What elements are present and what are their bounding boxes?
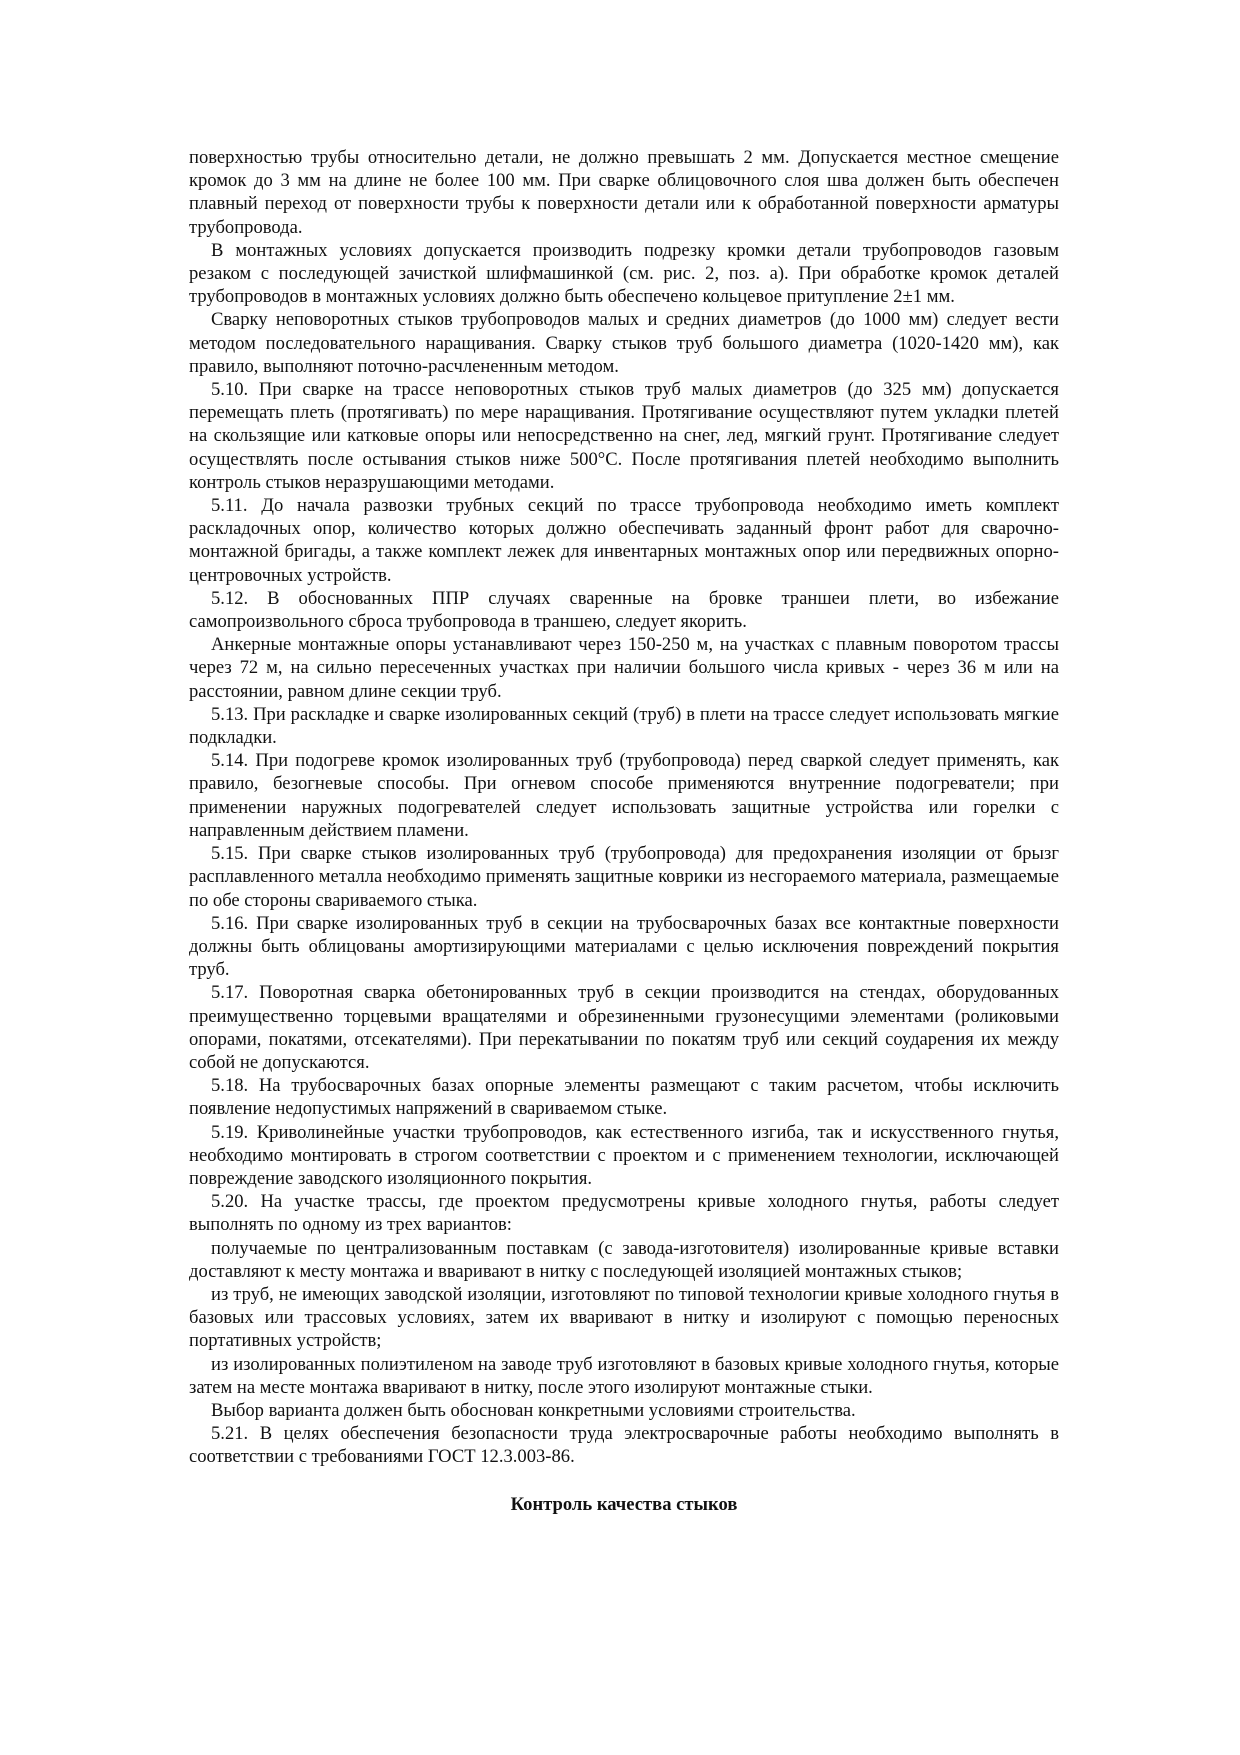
paragraph-5-21: 5.21. В целях обеспечения безопасности труда электросварочные работы необходимо выполнять в соответствии с требованиями ГОСТ 12.3.003-86.: [189, 1423, 1059, 1468]
paragraph-5-13: 5.13. При раскладке и сварке изолированных секций (труб) в плети на трассе следует использовать мягкие подкладки.: [189, 703, 1059, 749]
paragraph-continuation: поверхностью трубы относительно детали, не должно превышать 2 мм. Допускается местное смещение кромок до 3 мм на длине не более 100 мм. При сварке облицовочного слоя шва должен быть обеспечен плавный переход от поверхности трубы к поверхности детали или к обработанной поверхности арматуры трубопровода.: [189, 147, 1059, 238]
paragraph-5-14: 5.14. При подогреве кромок изолированных труб (трубопровода) перед сваркой следует применять, как правило, безогневые способы. При огневом способе применяются внутренние подогреватели; при применении наружных подогревателей следует использовать защитные устройства или горелки с направленным действием пламени.: [189, 750, 1059, 841]
paragraph-5-15: 5.15. При сварке стыков изолированных труб (трубопровода) для предохранения изоляции от брызг расплавленного металла необходимо применять защитные коврики из несгораемого материала, размещаемые по обе стороны свариваемого стыка.: [189, 843, 1059, 911]
paragraph-5-10: 5.10. При сварке на трассе неповоротных стыков труб малых диаметров (до 325 мм) допускается перемещать плеть (протягивать) по мере наращивания. Протягивание осуществляют путем укладки плетей на скользящие или катковые опоры или непосредственно на снег, лед, мягкий грунт. Протягивание следует осуществлять после остывания стыков ниже 500°С. После протягивания плетей необходимо выполнить контроль стыков неразрушающими методами.: [189, 379, 1059, 493]
paragraph-5-18: 5.18. На трубосварочных базах опорные элементы размещают с таким расчетом, чтобы исключить появление недопустимых напряжений в свариваемом стыке.: [189, 1075, 1059, 1120]
paragraph-5-12: 5.12. В обоснованных ППР случаях сваренные на бровке траншеи плети, во избежание самопроизвольного сброса трубопровода в траншею, следует якорить.: [189, 587, 1059, 633]
paragraph-5-17: 5.17. Поворотная сварка обетонированных труб в секции производится на стендах, оборудованных преимущественно торцевыми вращателями и обрезиненными грузонесущими элементами (роликовыми опорами, покатями, отсекателями). При перекатывании по покатям труб или секций соударения их между собой не допускаются.: [189, 982, 1059, 1073]
paragraph-5-20: 5.20. На участке трассы, где проектом предусмотрены кривые холодного гнутья, работы следует выполнять по одному из трех вариантов:: [189, 1191, 1059, 1236]
paragraph-5-16: 5.16. При сварке изолированных труб в секции на трубосварочных базах все контактные поверхности должны быть облицованы амортизирующими материалами с целью исключения повреждений покрытия труб.: [189, 912, 1059, 981]
paragraph-variant-3: из изолированных полиэтиленом на заводе труб изготовляют в базовых кривые холодного гнутья, которые затем на месте монтажа вваривают в нитку, после этого изолируют монтажные стыки.: [189, 1353, 1059, 1398]
paragraph-variant-1: получаемые по централизованным поставкам (с завода-изготовителя) изолированные кривые вставки доставляют к месту монтажа и вваривают в нитку с последующей изоляцией монтажных стыков;: [189, 1237, 1059, 1282]
paragraph-variant-2: из труб, не имеющих заводской изоляции, изготовляют по типовой технологии кривые холодного гнутья в базовых или трассовых условиях, затем их вваривают в нитку и изолируют с помощью переносных портативных устройств;: [189, 1283, 1059, 1352]
paragraph-fixed-joints-welding: Сварку неповоротных стыков трубопроводов малых и средних диаметров (до 1000 мм) следует вести методом последовательного наращивания. Сварку стыков труб большого диаметра (1020-1420 мм), как правило, выполняют поточно-расчлененным методом.: [189, 309, 1059, 377]
section-heading: Контроль качества стыков: [510, 1493, 738, 1515]
paragraph-5-11: 5.11. До начала развозки трубных секций по трассе трубопровода необходимо иметь комплект раскладочных опор, количество которых должно обеспечивать заданный фронт работ для сварочно-монтажной бригады, а также комплект лежек для инвентарных монтажных опор или передвижных опорно-центровочных устройств.: [189, 495, 1059, 586]
document-page: [189, 146, 1059, 1516]
paragraph-edge-cutting: В монтажных условиях допускается производить подрезку кромки детали трубопроводов газовым резаком с последующей зачисткой шлифмашинкой (см. рис. 2, поз. а). При обработке кромок деталей трубопроводов в монтажных условиях должно быть обеспечено кольцевое притупление 2±1 мм.: [189, 239, 1059, 308]
paragraph-variant-choice: Выбор варианта должен быть обоснован конкретными условиями строительства.: [211, 1399, 856, 1421]
paragraph-5-19: 5.19. Криволинейные участки трубопроводов, как естественного изгиба, так и искусственного гнутья, необходимо монтировать в строгом соответствии с проектом и с применением технологии, исключающей повреждение заводского изоляционного покрытия.: [189, 1121, 1059, 1189]
paragraph-anchor-supports: Анкерные монтажные опоры устанавливают через 150-250 м, на участках с плавным поворотом трассы через 72 м, на сильно пересеченных участках при наличии большого числа кривых - через 36 м или на расстоянии, равном длине секции труб.: [189, 634, 1059, 702]
